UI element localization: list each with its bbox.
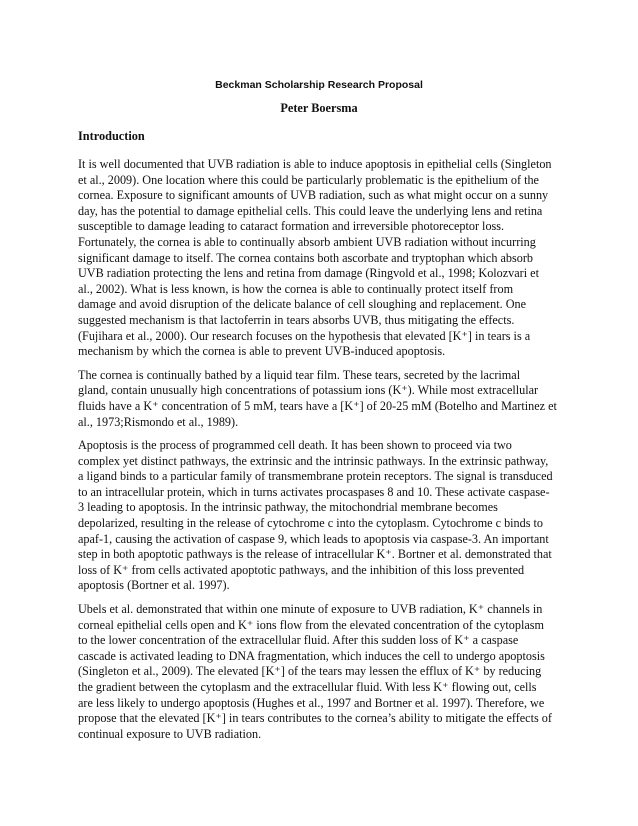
text-line: et al., 2009). One location where this could be particularly problematic is the epithelium of the — [78, 172, 539, 187]
text-line: apoptosis (Bortner et al. 1997). — [78, 578, 230, 593]
author-name: Peter Boersma — [280, 101, 358, 115]
text-line: cascade is activated leading to DNA fragmentation, which induces the cell to undergo apoptosis — [78, 648, 545, 663]
text-line: suggested mechanism is that lactoferrin in tears absorbs UVB, thus mitigating the effects. — [78, 312, 515, 327]
text-line: significant damage to itself. The cornea contains both ascorbate and tryptophan which absorb — [78, 250, 533, 265]
text-line: gland, contain unusually high concentrations of potassium ions (K⁺). While most extracellular — [78, 383, 539, 398]
text-line: fluids have a K⁺ concentration of 5 mM, tears have a [K⁺] of 20-25 mM (Botelho and Martinez et — [78, 398, 557, 413]
paragraph-4 — [78, 602, 552, 742]
text-line: al., 2002). What is less known, is how the cornea is able to continually protect itself from — [78, 281, 514, 296]
text-line: susceptible to damage leading to cataract formation and irreversible photoreceptor loss. — [78, 219, 505, 234]
text-line: It is well documented that UVB radiation is able to induce apoptosis in epithelial cells (Singleton — [78, 157, 552, 171]
text-line: mechanism by which the cornea is able to prevent UVB-induced apoptosis. — [78, 344, 446, 359]
paragraph-2 — [78, 367, 557, 430]
text-line: corneal epithelial cells open and K⁺ ions flow from the elevated concentration of the cytoplasm — [78, 617, 545, 632]
document-title: Beckman Scholarship Research Proposal — [215, 79, 423, 91]
text-line: continual exposure to UVB radiation. — [78, 726, 262, 741]
section-heading: Introduction — [78, 129, 145, 143]
text-line: depolarized, resulting in the release of cytochrome c into the cytoplasm. Cytochrome c binds to — [78, 516, 544, 531]
text-line: are less likely to undergo apoptosis (Hughes et al., 1997 and Bortner et al. 1997). Therefore, we — [78, 695, 545, 710]
text-line: step in both apoptotic pathways is the release of intracellular K⁺. Bortner et al. demonstrated that — [78, 547, 552, 562]
text-line: (Singleton et al., 2009). The elevated [K⁺] of the tears may lessen the efflux of K⁺ by reducing — [78, 664, 542, 679]
text-line: to an intracellular protein, which in turns activates procaspases 8 and 10. These activate caspase- — [78, 484, 550, 499]
text-line: Apoptosis is the process of programmed cell death. It has been shown to proceed via two — [78, 438, 512, 453]
text-line: Fortunately, the cornea is able to continually absorb ambient UVB radiation without incurring — [78, 234, 536, 249]
text-line: UVB radiation protecting the lens and retina from damage (Ringvold et al., 1998; Kolozvari et — [78, 266, 539, 281]
text-line: to the lower concentration of the extracellular fluid. After this sudden loss of K⁺ a caspase — [78, 633, 519, 648]
text-line: al., 1973;Rismondo et al., 1989). — [78, 414, 239, 429]
text-line: the gradient between the cytoplasm and the extracellular fluid. With less K⁺ flowing out, cells — [78, 680, 537, 694]
text-line: (Fujihara et al., 2000). Our research focuses on the hypothesis that elevated [K⁺] in tears is a — [78, 328, 531, 343]
text-line: day, has the potential to damage epithelial cells. This could leave the underlying lens and retina — [78, 203, 543, 218]
text-line: complex yet distinct pathways, the extrinsic and the intrinsic pathways. In the extrinsic pathway, — [78, 453, 549, 468]
body-text — [78, 157, 557, 750]
text-line: cornea. Exposure to significant amounts of UVB radiation, such as what might occur on a sunny — [78, 188, 549, 203]
text-line: apaf-1, causing the activation of caspase 9, which leads to apoptosis via caspase-3. An important — [78, 531, 549, 546]
text-line: Ubels et al. demonstrated that within one minute of exposure to UVB radiation, K⁺ channels in — [78, 602, 543, 617]
text-line: a ligand binds to a particular family of transmembrane protein receptors. The signal is transduced — [78, 469, 553, 484]
text-line: propose that the elevated [K⁺] in tears contributes to the cornea’s ability to mitigate the effects of — [78, 711, 552, 726]
paragraph-3 — [78, 438, 553, 594]
text-line: damage and avoid disruption of the delicate balance of cell sloughing and replacement. One — [78, 297, 527, 312]
paragraph-1 — [78, 157, 552, 360]
text-line: loss of K⁺ from cells activated apoptotic pathways, and the inhibition of this loss prevented — [78, 562, 525, 577]
text-line: The cornea is continually bathed by a liquid tear film. These tears, secreted by the lacrimal — [78, 367, 521, 382]
text-line: 3 leading to apoptosis. In the intrinsic pathway, the mitochondrial membrane becomes — [78, 500, 498, 515]
